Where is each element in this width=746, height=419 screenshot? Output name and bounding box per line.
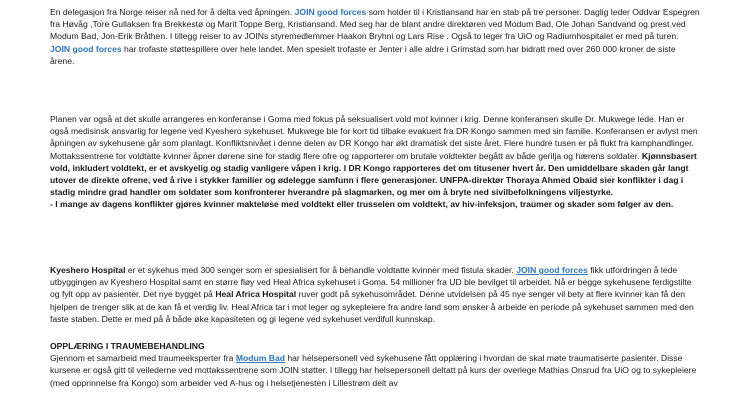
paragraph-kyeshero — [50, 264, 700, 325]
join-good-forces-link[interactable]: JOIN good forces — [516, 265, 588, 275]
paragraph-delegation — [50, 6, 700, 67]
heal-africa-hospital-label: Heal Africa Hospital — [215, 289, 297, 300]
text-run: ruver godt på sykehusområdet. Denne utvidelsen på 45 nye senger vil bety at flere kvinner kan få den hjelpen de trenger slik at de kan få et verdig liv. Heal Africa tar i mot leger og sykepleiere fra andre land som ønsker å arbeide en periode på sykehuset sammen med den faste staben. Dette er med på å både øke kapasiteten og gi legene ved sykehuset verdifull kunnskap. — [50, 289, 694, 324]
bold-text: - I mange av dagens konflikter gjøres kvinner makteløse med voldtekt eller trusselen om voldtekt, av hiv-infeksjon, traumer og skader som følger av den. — [50, 199, 674, 210]
join-good-forces-link[interactable]: JOIN good forces — [294, 7, 367, 17]
kyeshero-hospital-label: Kyeshero Hospital — [50, 265, 126, 275]
text-run: har helsepersonell ved sykehusene fått opplæring i hvordan de skal møte traumatiserte pasienter. Disse kursene er også gitt til veilederne ved mottakssentrene som JOIN støtter. I tillegg har helsepersonell deltatt på kurs der overlege Mathias Onsrud fra UiO og to sykepleiere (med opprinnelse fra Kongo) som arbeider ved A-hus og i helsetjenesten i Lillestrøm delt av — [50, 353, 697, 388]
paragraph-training — [50, 340, 700, 389]
modum-bad-link[interactable]: Modum Bad — [235, 353, 285, 364]
text-run: som holder til i Kristiansand har en stab på tre personer. Daglig leder Oddvar Espegren fra Høvåg ,Tore Gullaksen fra Brekkestø og Marit Toppe Berg, Kristiansand. Med seg har de blant andre direktøren ved Modum Bad, Ole Johan Sandvand og prest ved Modum Bad, Jon-Erik Bråthen. I tillegg reiser to av JOINs styremedlemmer Haakon Bryhni og Lars Rise . Også to leger fra UiO og Radiumhospitalet er med på turen. — [50, 7, 700, 42]
text-run: har trofaste støttespillere over hele landet. Men spesielt trofaste er Jenter i alle aldre i Grimstad som har bidratt med over 260 000 kroner de siste årene. — [50, 43, 676, 66]
text-run: Planen var også at det skulle arrangeres en konferanse i Goma med fokus på seksualisert vold mot kvinner i krig. Denne konferansen skulle Dr. Mukwege lede. Han er også medisinsk ansvarlig for legene ved Kyeshero sykehuset. Mukwege ble for kort tid tilbake evakuert fra DR Kongo sammen med sin familie. Konferansen er avlyst men åpningen av sykehusene går som planlagt. Konfliktsnivået i denne delen av DR Kongo har økt dramatisk det siste året. Flere hundre tusen er på flukt fra kamphandlinger. Mottakssentrene for voldtatte kvinner åpner dørene sine for stadig flere ofre og rapporterer om brutale voldtekter begått av både gerilja og hærens soldater. — [50, 114, 698, 161]
bold-text: Kjønnsbasert vold, inkludert voldtekt, er et avskyelig og stadig vanligere våpen i krig. I DR Kongo rapporteres det om titusener hvert år. Den umiddelbare skaden går langt utover de direkte ofrene, ved å rive i stykker familier og ødelegge samfunn i flere generasjoner. UNFPA-direktør Thoraya Ahmed Obaid sier konflikter i dag i stadig mindre grad handler om soldater som konfronterer hverandre på slagmarken, og mer om å bryte ned sivilbefolkningens viljestyrke. — [50, 150, 697, 198]
text-run: er et sykehus med 300 senger som er spesialisert for å behandle voldtatte kvinner med fistula skader. — [125, 265, 517, 275]
text-run: Gjennom et samarbeid med traumeeksperter fra — [50, 353, 236, 364]
text-run: En delegasjon fra Norge reiser nå ned for å delta ved åpningen. — [50, 7, 295, 17]
text-run: fikk utfordringen å lede utbyggingen av Kyeshero Hospital samt en større fløy ved Heal Africa sykehuset i Goma. 54 millioner fra UD ble bevilget til arbeidet. Nå er begge sykehusene ferdigstilte og fylt opp av pasienter. Det nye bygget på — [50, 265, 692, 300]
paragraph-conference — [50, 113, 700, 211]
section-heading: OPPLÆRING I TRAUMEBEHANDLING — [50, 341, 205, 351]
join-good-forces-link[interactable]: JOIN good forces — [50, 43, 122, 54]
